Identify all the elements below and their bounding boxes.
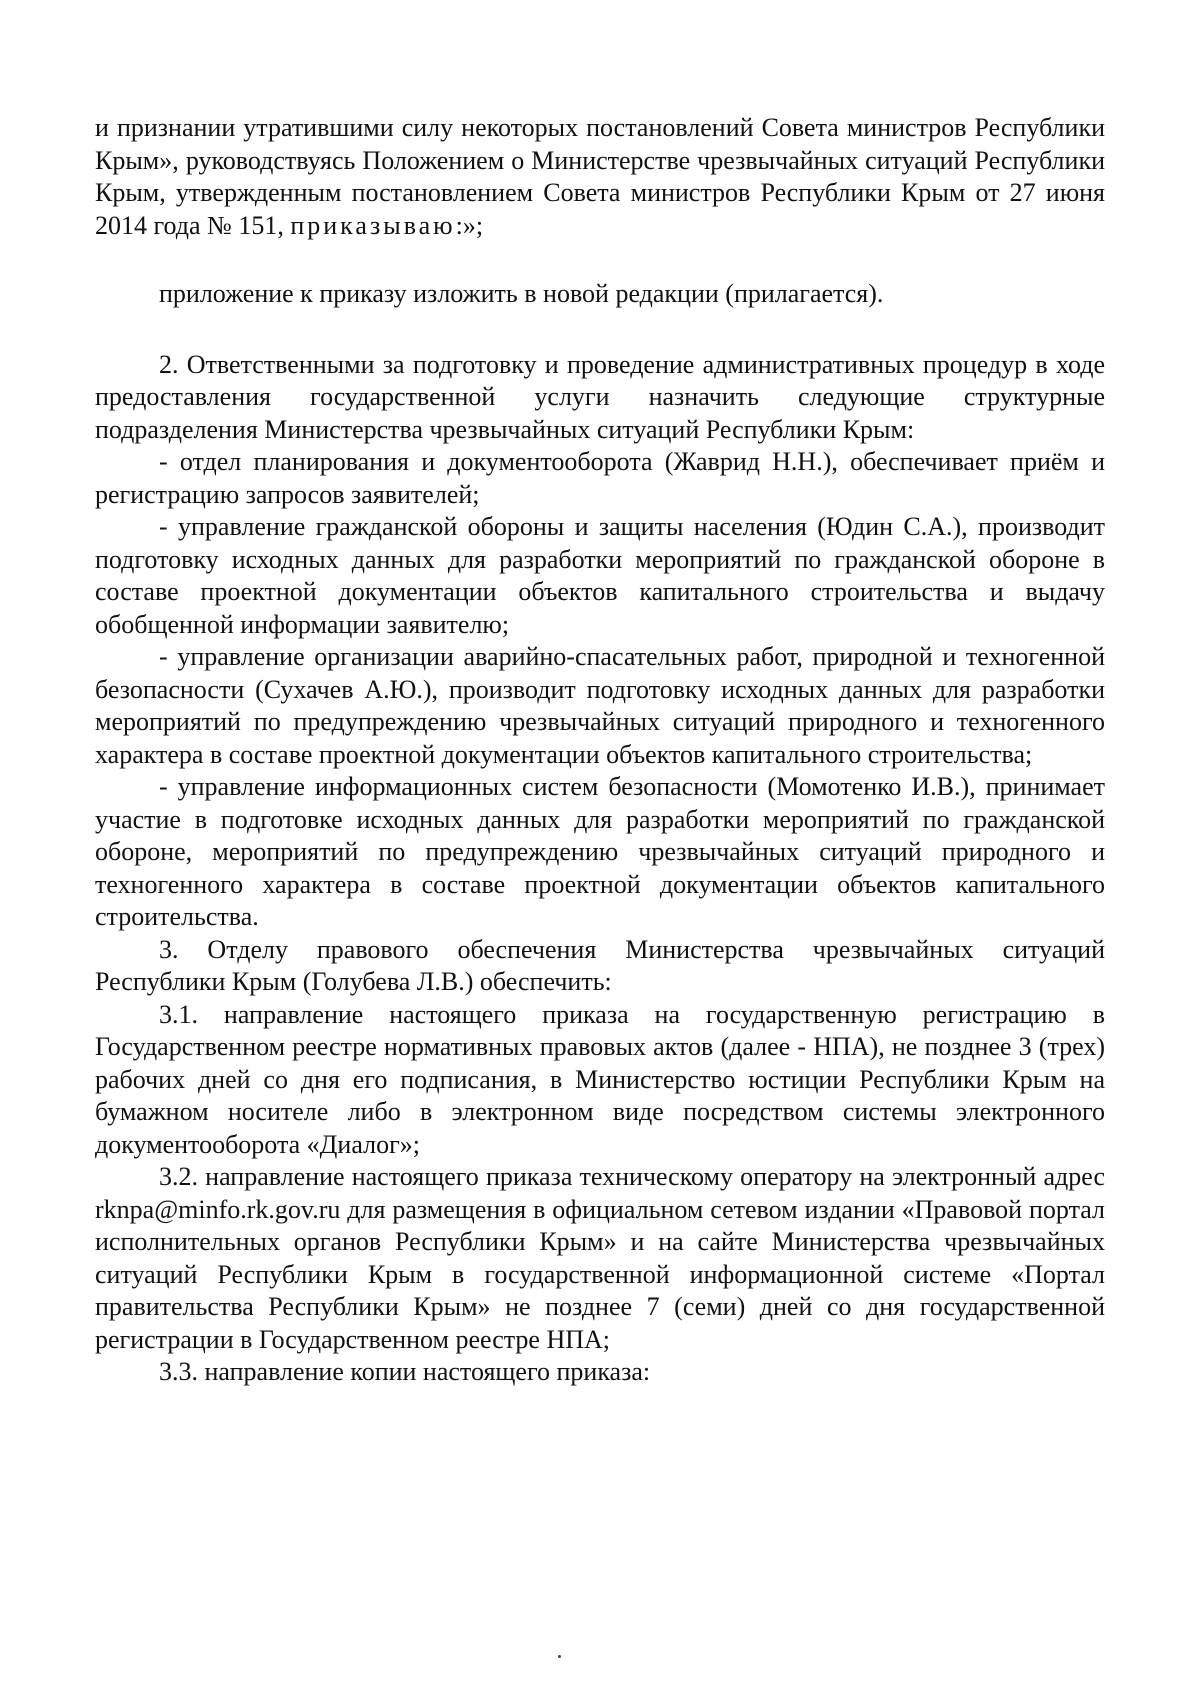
scan-dot-mark [558,1655,561,1658]
item-3-paragraph: 3. Отделу правового обеспечения Министерства чрезвычайных ситуаций Республики Крым (Голубева Л.В.) обеспечить: [95,934,1105,996]
item-3-3-paragraph: 3.3. направление копии настоящего приказа: [159,1357,651,1386]
order-word: приказываю [290,210,456,240]
item-3-2-paragraph: 3.2. направление настоящего приказа техническому оператору на электронный адрес rknpa@minfo.rk.gov.ru для размещения в официальном сетевом издании «Правовой портал исполнительных органов Республики Крым» и на сайте Министерства чрезвычайных ситуаций Республики Крым в государственной информационной системе «Портал правительства Республики Крым» не позднее 7 (семи) дней со дня государственной регистрации в Государственном реестре НПА; [95,1162,1105,1354]
intro-paragraph [95,112,1105,242]
item-2-civil-defense-dept: - управление гражданской обороны и защиты населения (Юдин С.А.), производит подготовку исходных данных для разработки мероприятий по гражданской обороне в составе проектной документации объектов капитального строительства и выдачу обобщенной информации заявителю; [95,512,1105,639]
amendment-paragraph: приложение к приказу изложить в новой редакции (прилагается). [159,279,884,308]
intro-tail: :»; [455,210,484,240]
item-2-rescue-dept: - управление организации аварийно-спасательных работ, природной и техногенной безопасности (Сухачев А.Ю.), производит подготовку исходных данных для разработки мероприятий по предупреждению чрезвычайных ситуаций природного и техногенного характера в составе проектной документации объектов капитального строительства; [95,642,1105,769]
item-2-planning-dept: - отдел планирования и документооборота (Жаврид Н.Н.), обеспечивает приём и регистрацию запросов заявителей; [95,447,1105,509]
intro-text: и признании утратившими силу некоторых постановлений Совета министров Республики Крым», руководствуясь Положением о Министерстве чрезвычайных ситуаций Республики Крым, утвержденным постановлением Совета министров Республики Крым от 27 июня 2014 года № 151, [95,113,1105,240]
item-2-paragraph: 2. Ответственными за подготовку и проведение административных процедур в ходе предоставления государственной услуги назначить следующие структурные подразделения Министерства чрезвычайных ситуаций Республики Крым: [95,349,1105,444]
item-2-info-systems-dept: - управление информационных систем безопасности (Момотенко И.В.), принимает участие в подготовке исходных данных для разработки мероприятий по гражданской обороне, мероприятий по предупреждению чрезвычайных ситуаций природного и техногенного характера в составе проектной документации объектов капитального строительства. [95,772,1105,931]
document-page [95,112,1105,1389]
item-3-1-paragraph: 3.1. направление настоящего приказа на государственную регистрацию в Государственном реестре нормативных правовых актов (далее - НПА), не позднее 3 (трех) рабочих дней со дня его подписания, в Министерство юстиции Республики Крым на бумажном носителе либо в электронном виде посредством системы электронного документооборота «Диалог»; [95,999,1105,1159]
